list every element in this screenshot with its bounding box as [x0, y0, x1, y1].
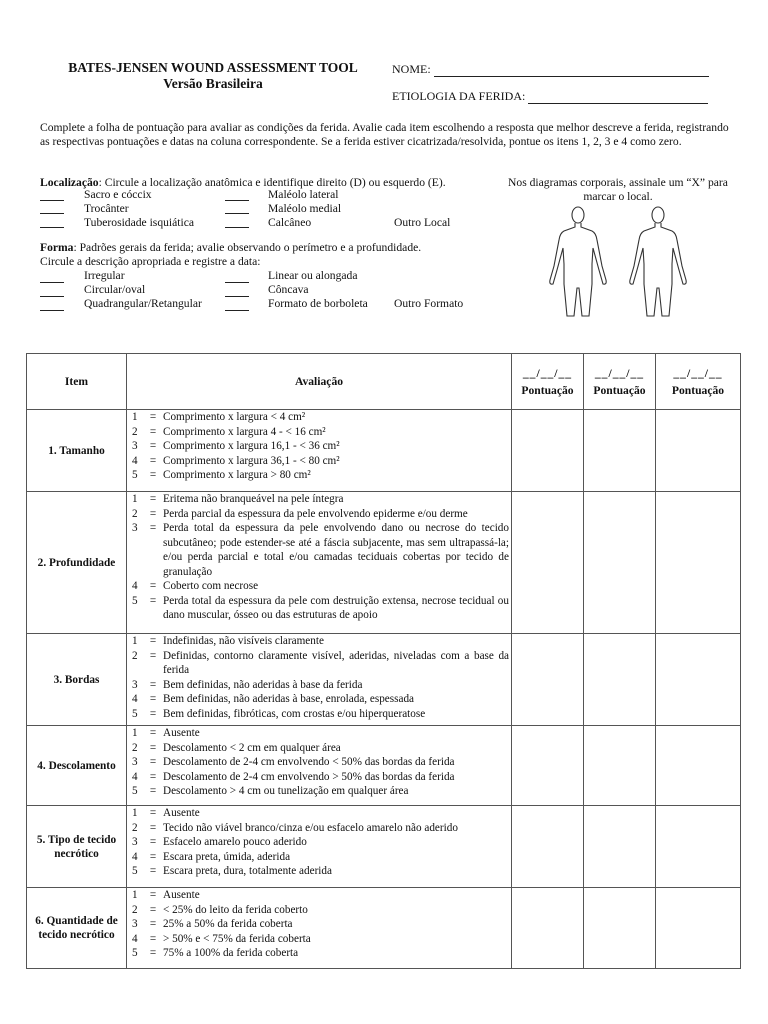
- score-cell[interactable]: [656, 726, 741, 806]
- score-cell[interactable]: [656, 634, 741, 726]
- option-text: Ausente: [163, 727, 200, 739]
- etiology-label: ETIOLOGIA DA FERIDA:: [392, 89, 526, 103]
- body-front-icon[interactable]: [550, 207, 606, 316]
- score-cell[interactable]: [512, 492, 584, 634]
- option-row: 1 = Ausente: [132, 726, 509, 741]
- item-label: 6. Quantidade de tecido necrótico: [27, 888, 127, 969]
- header-item: Item: [27, 354, 127, 410]
- header-score-2: [584, 354, 656, 410]
- option-row: 4 = > 50% e < 75% da ferida coberta: [132, 932, 509, 947]
- option-text: Definidas, contorno claramente visível, aderidas, niveladas com a base da ferida: [163, 649, 509, 676]
- table-row: [27, 410, 741, 492]
- option-row: 3 = Bem definidas, não aderidas à base da ferida: [132, 678, 509, 693]
- option-text: 25% a 50% da ferida coberta: [163, 918, 293, 930]
- option-text: Comprimento x largura 36,1 - < 80 cm²: [163, 454, 340, 467]
- blank-line[interactable]: [225, 227, 249, 228]
- option-row: 1 = Comprimento x largura < 4 cm²: [132, 410, 509, 425]
- blank-line[interactable]: [40, 296, 64, 297]
- option-row: 3 = Esfacelo amarelo pouco aderido: [132, 835, 509, 850]
- score-cell[interactable]: [584, 888, 656, 969]
- score-cell[interactable]: [656, 492, 741, 634]
- score-cell[interactable]: [584, 410, 656, 492]
- option-calcaneo[interactable]: Calcâneo: [268, 216, 312, 229]
- score-cell[interactable]: [512, 634, 584, 726]
- option-tuberosidade[interactable]: Tuberosidade isquiática: [84, 216, 195, 229]
- option-text: Ausente: [163, 889, 200, 901]
- table-row: [27, 634, 741, 726]
- option-row: 2 = Comprimento x largura 4 - < 16 cm²: [132, 425, 509, 440]
- evaluation-options: [127, 410, 512, 492]
- option-row: 4 = Bem definidas, não aderidas à base, enrolada, espessada: [132, 692, 509, 707]
- option-row: 4 = Coberto com necrose: [132, 579, 509, 594]
- name-label: NOME:: [392, 62, 431, 76]
- table-row: [27, 726, 741, 806]
- date-field[interactable]: __/__/__: [594, 366, 645, 380]
- body-diagram-note: Nos diagramas corporais, assinale um “X” para marcar o local.: [508, 176, 728, 203]
- blank-line[interactable]: [225, 296, 249, 297]
- option-row: 3 = Comprimento x largura 16,1 - < 36 cm²: [132, 439, 509, 454]
- title-line-1: BATES-JENSEN WOUND ASSESSMENT TOOL: [68, 60, 358, 75]
- option-text: Descolamento < 2 cm em qualquer área: [163, 741, 341, 754]
- score-cell[interactable]: [512, 726, 584, 806]
- evaluation-options: [127, 726, 512, 806]
- item-label: 5. Tipo de tecido necrótico: [27, 806, 127, 888]
- option-text: Comprimento x largura > 80 cm²: [163, 469, 311, 481]
- item-label: 3. Bordas: [27, 634, 127, 726]
- option-row: 5 = Comprimento x largura > 80 cm²: [132, 468, 509, 483]
- option-text: Descolamento de 2-4 cm envolvendo < 50% das bordas da ferida: [163, 756, 455, 768]
- option-outro-formato[interactable]: Outro Formato: [394, 297, 464, 310]
- option-row: 4 = Comprimento x largura 36,1 - < 80 cm²: [132, 454, 509, 469]
- option-text: Escara preta, úmida, aderida: [163, 850, 291, 863]
- forma-instruction-2: Circule a descrição apropriada e registre a data:: [40, 255, 261, 268]
- option-sacro[interactable]: Sacro e cóccix: [84, 188, 152, 201]
- date-field[interactable]: __/__/__: [673, 366, 723, 380]
- score-cell[interactable]: [584, 806, 656, 888]
- name-line: [434, 64, 709, 77]
- option-text: Escara preta, dura, totalmente aderida: [163, 865, 332, 877]
- option-text: Perda total da espessura da pele com destruição extensa, necrose tecidual ou dano muscular, ósseo ou das estruturas de apoio: [163, 594, 509, 621]
- blank-line[interactable]: [225, 282, 249, 283]
- score-label: Pontuação: [671, 383, 725, 397]
- option-text: 75% a 100% da ferida coberta: [163, 947, 299, 959]
- body-back-icon[interactable]: [630, 207, 686, 316]
- assessment-table: [26, 353, 741, 969]
- score-cell[interactable]: [512, 806, 584, 888]
- forma-instruction: : Padrões gerais da ferida; avalie observando o perímetro e a profundidade.: [73, 241, 422, 254]
- option-irregular[interactable]: Irregular: [84, 269, 125, 282]
- evaluation-options: [127, 634, 512, 726]
- localizacao-label: Localização: [40, 176, 99, 189]
- option-row: 2 = Tecido não viável branco/cinza e/ou esfacelo amarelo não aderido: [132, 821, 509, 836]
- option-borboleta[interactable]: Formato de borboleta: [268, 297, 368, 310]
- option-maleolo-medial[interactable]: Maléolo medial: [268, 202, 342, 215]
- blank-line[interactable]: [40, 213, 64, 214]
- blank-line[interactable]: [40, 282, 64, 283]
- score-label: Pontuação: [521, 383, 574, 397]
- etiology-line: [528, 91, 708, 104]
- forma-heading: [40, 241, 421, 255]
- option-text: Comprimento x largura 16,1 - < 36 cm²: [163, 440, 340, 452]
- option-text: Eritema não branqueável na pele íntegra: [163, 493, 344, 505]
- option-text: > 50% e < 75% da ferida coberta: [163, 932, 311, 945]
- form-title: [48, 60, 378, 92]
- option-row: 5 = Descolamento > 4 cm ou tunelização em qualquer área: [132, 784, 509, 799]
- option-text: Tecido não viável branco/cinza e/ou esfacelo amarelo não aderido: [163, 821, 458, 834]
- date-field[interactable]: __/__/__: [522, 366, 573, 380]
- option-row: 2 = < 25% do leito da ferida coberto: [132, 903, 509, 918]
- option-text: Bem definidas, não aderidas à base, enrolada, espessada: [163, 693, 414, 705]
- score-label: Pontuação: [593, 383, 646, 397]
- option-text: Bem definidas, não aderidas à base da ferida: [163, 678, 363, 691]
- blank-line[interactable]: [40, 200, 64, 201]
- option-row: 2 = Definidas, contorno claramente visível, aderidas, niveladas com a base da ferida: [132, 649, 509, 676]
- option-row: 5 = Bem definidas, fibróticas, com crostas e/ou hiperqueratose: [132, 707, 509, 722]
- option-quadrangular[interactable]: Quadrangular/Retangular: [84, 297, 202, 310]
- body-diagram[interactable]: [540, 204, 700, 322]
- score-cell[interactable]: [512, 888, 584, 969]
- name-field[interactable]: [392, 62, 709, 77]
- option-row: 1 = Indefinidas, não visíveis claramente: [132, 634, 509, 649]
- score-cell[interactable]: [584, 726, 656, 806]
- option-text: < 25% do leito da ferida coberto: [163, 903, 308, 916]
- option-linear[interactable]: Linear ou alongada: [268, 269, 358, 282]
- evaluation-options: [127, 888, 512, 969]
- option-text: Descolamento de 2-4 cm envolvendo > 50% das bordas da ferida: [163, 770, 455, 783]
- option-row: 5 = 75% a 100% da ferida coberta: [132, 946, 509, 961]
- option-circular-oval[interactable]: Circular/oval: [84, 283, 146, 296]
- evaluation-options: [127, 492, 512, 634]
- option-text: Ausente: [163, 807, 200, 819]
- title-line-2: Versão Brasileira: [163, 76, 263, 91]
- option-row: 5 = Escara preta, dura, totalmente aderida: [132, 864, 509, 879]
- option-text: Indefinidas, não visíveis claramente: [163, 635, 324, 647]
- blank-line[interactable]: [225, 310, 249, 311]
- intro-text: Complete a folha de pontuação para avaliar as condições da ferida. Avalie cada item escolhendo a resposta que melhor descreve a ferida, registrando as respectivas pontuações e datas na coluna correspondente. Se a ferida estiver cicatrizada/resolvida, pontue os itens 1, 2, 3 e 4 como zero.: [40, 121, 729, 149]
- header-score-3: [656, 354, 741, 410]
- option-row: 5 = Perda total da espessura da pele com destruição extensa, necrose tecidual ou dano muscular, ósseo ou das estruturas de apoio: [132, 594, 509, 621]
- score-cell[interactable]: [584, 634, 656, 726]
- option-trocanter[interactable]: Trocânter: [84, 202, 129, 215]
- option-text: Perda parcial da espessura da pele envolvendo epiderme e/ou derme: [163, 507, 468, 520]
- option-text: Comprimento x largura 4 - < 16 cm²: [163, 425, 326, 438]
- option-text: Comprimento x largura < 4 cm²: [163, 411, 306, 423]
- table-row: [27, 888, 741, 969]
- table-row: [27, 492, 741, 634]
- score-cell[interactable]: [656, 410, 741, 492]
- option-concava[interactable]: Côncava: [268, 283, 309, 296]
- option-row: 3 = Perda total da espessura da pele envolvendo dano ou necrose do tecido subcutâneo; pode estender-se até a fáscia subjacente, mas sem ultrapassá-la; e/ou perda parcial e total e/ou camadas teciduais cobertas por tecido de granulação: [132, 522, 509, 578]
- option-text: Descolamento > 4 cm ou tunelização em qualquer área: [163, 785, 409, 797]
- option-row: 3 = 25% a 50% da ferida coberta: [132, 917, 509, 932]
- option-row: 1 = Ausente: [132, 806, 509, 821]
- score-cell[interactable]: [512, 410, 584, 492]
- etiology-field[interactable]: [392, 89, 708, 104]
- localizacao-instruction: : Circule a localização anatômica e identifique direito (D) ou esquerdo (E).: [98, 176, 446, 189]
- blank-line[interactable]: [40, 310, 64, 311]
- table-header-row: [27, 354, 741, 410]
- score-cell[interactable]: [656, 888, 741, 969]
- score-cell[interactable]: [656, 806, 741, 888]
- item-label: 2. Profundidade: [27, 492, 127, 634]
- option-maleolo-lateral[interactable]: Maléolo lateral: [268, 188, 339, 201]
- option-row: 1 = Eritema não branqueável na pele íntegra: [132, 492, 509, 507]
- option-text: Esfacelo amarelo pouco aderido: [163, 836, 307, 848]
- option-row: 2 = Descolamento < 2 cm em qualquer área: [132, 741, 509, 756]
- item-label: 1. Tamanho: [27, 410, 127, 492]
- evaluation-options: [127, 806, 512, 888]
- item-label: 4. Descolamento: [27, 726, 127, 806]
- header-avaliacao: Avaliação: [127, 354, 512, 410]
- option-row: 4 = Escara preta, úmida, aderida: [132, 850, 509, 865]
- blank-line[interactable]: [40, 227, 64, 228]
- table-row: [27, 806, 741, 888]
- option-row: 3 = Descolamento de 2-4 cm envolvendo < 50% das bordas da ferida: [132, 755, 509, 770]
- blank-line[interactable]: [225, 200, 249, 201]
- option-row: 4 = Descolamento de 2-4 cm envolvendo > 50% das bordas da ferida: [132, 770, 509, 785]
- option-text: Bem definidas, fibróticas, com crostas e/ou hiperqueratose: [163, 707, 426, 720]
- option-row: 2 = Perda parcial da espessura da pele envolvendo epiderme e/ou derme: [132, 507, 509, 522]
- forma-label: Forma: [40, 241, 74, 254]
- option-text: Perda total da espessura da pele envolvendo dano ou necrose do tecido subcutâneo; pode estender-se até a fáscia subjacente, mas sem ultrapassá-la; e/ou perda parcial e total e/ou camadas teciduais cobertas por tecido de granulação: [163, 522, 509, 578]
- option-row: 1 = Ausente: [132, 888, 509, 903]
- option-text: Coberto com necrose: [163, 580, 259, 592]
- option-outro-local[interactable]: Outro Local: [394, 216, 451, 229]
- header-score-1: [512, 354, 584, 410]
- blank-line[interactable]: [225, 213, 249, 214]
- score-cell[interactable]: [584, 492, 656, 634]
